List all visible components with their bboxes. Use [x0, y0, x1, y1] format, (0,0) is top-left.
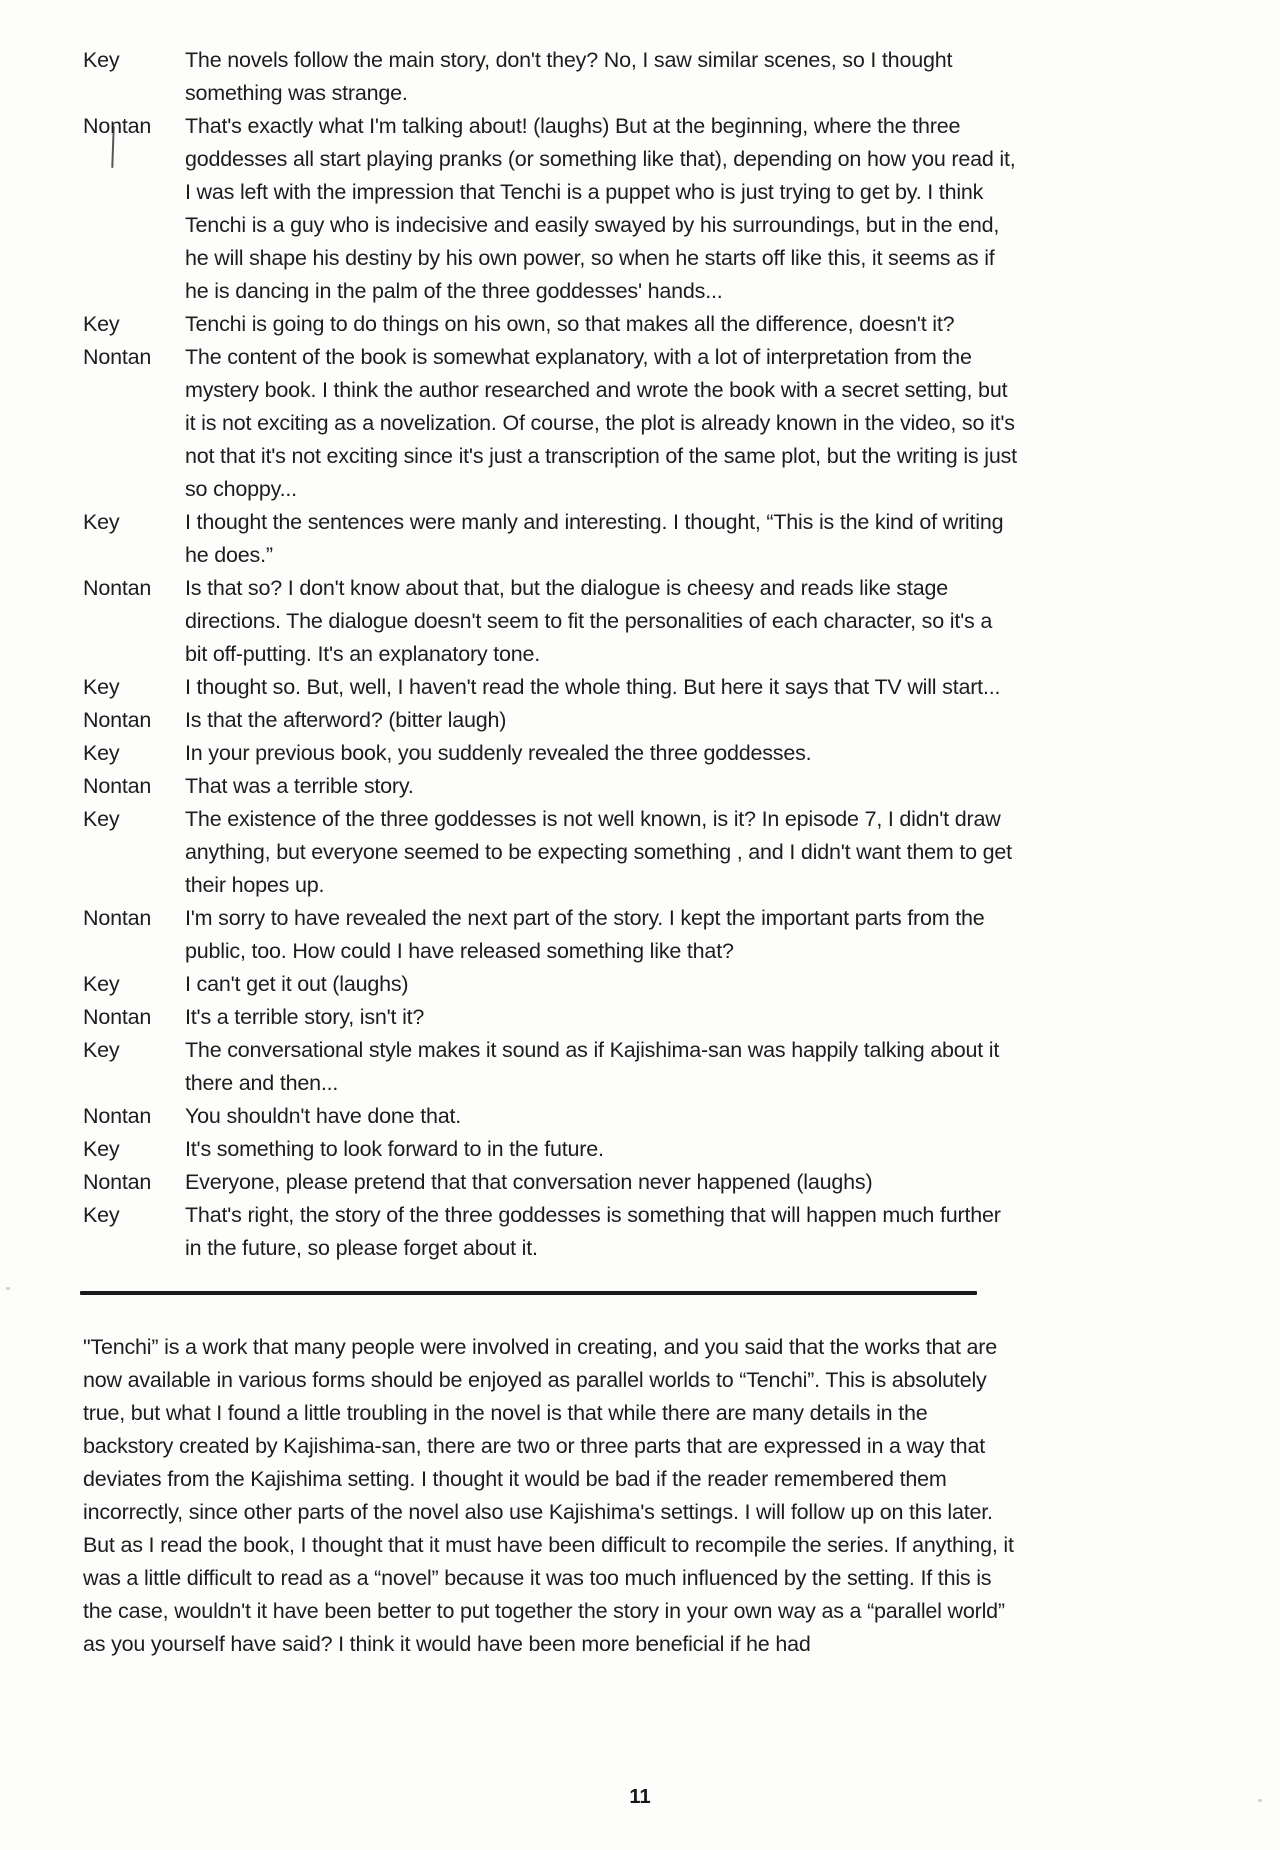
- utterance-text: I thought so. But, well, I haven't read the whole thing. But here it says that TV will start...: [185, 675, 1001, 699]
- dialogue-row: [83, 737, 1017, 770]
- speaker-label: Key: [83, 48, 120, 72]
- speaker-label: Key: [83, 510, 120, 534]
- page-content: [83, 44, 1017, 1661]
- utterance-text: Is that so? I don't know about that, but the dialogue is cheesy and reads like stage directions. The dialogue doesn't seem to fit the personalities of each character, so it's a bit off-putting. It's an explanatory tone.: [185, 576, 993, 666]
- scan-noise-speck: [6, 1287, 10, 1290]
- speaker-label: Nontan: [83, 345, 152, 369]
- dialogue-row: [83, 968, 1017, 1001]
- utterance-text: That's right, the story of the three goddesses is something that will happen much further in the future, so please forget about it.: [185, 1203, 1001, 1260]
- dialogue-row: [83, 44, 1017, 110]
- utterance-text: The existence of the three goddesses is not well known, is it? In episode 7, I didn't draw anything, but everyone seemed to be expecting something , and I didn't want them to get their hopes up.: [185, 807, 1012, 897]
- speaker-label: Key: [83, 1203, 120, 1227]
- dialogue-row: [83, 110, 1017, 308]
- utterance-text: I'm sorry to have revealed the next part of the story. I kept the important parts from the public, too. How could I have released something like that?: [185, 906, 985, 963]
- speaker-label: Key: [83, 807, 120, 831]
- dialogue-row: [83, 308, 1017, 341]
- speaker-label: Nontan: [83, 576, 152, 600]
- dialogue-row: [83, 1001, 1017, 1034]
- utterance-text: In your previous book, you suddenly revealed the three goddesses.: [185, 741, 812, 765]
- utterance-text: The novels follow the main story, don't they? No, I saw similar scenes, so I thought something was strange.: [185, 48, 953, 105]
- speaker-label: Nontan: [83, 1104, 152, 1128]
- speaker-label: Nontan: [83, 774, 152, 798]
- page-number: 11: [629, 1786, 651, 1808]
- speaker-label: Key: [83, 741, 120, 765]
- dialogue-row: [83, 803, 1017, 902]
- dialogue-row: [83, 1199, 1017, 1265]
- utterance-text: It's something to look forward to in the future.: [185, 1137, 604, 1161]
- utterance-text: That was a terrible story.: [185, 774, 414, 798]
- speaker-label: Key: [83, 675, 120, 699]
- dialogue-row: [83, 1166, 1017, 1199]
- speaker-label: Key: [83, 972, 120, 996]
- speaker-label: Key: [83, 1137, 120, 1161]
- utterance-text: I can't get it out (laughs): [185, 972, 409, 996]
- utterance-text: I thought the sentences were manly and interesting. I thought, “This is the kind of writing he does.”: [185, 510, 1004, 567]
- interview-dialogue: [83, 44, 1017, 1265]
- dialogue-row: [83, 671, 1017, 704]
- section-divider: [80, 1291, 977, 1295]
- dialogue-row: [83, 341, 1017, 506]
- dialogue-row: [83, 770, 1017, 803]
- utterance-text: The conversational style makes it sound as if Kajishima-san was happily talking about it there and then...: [185, 1038, 1000, 1095]
- dialogue-row: [83, 572, 1017, 671]
- utterance-text: Tenchi is going to do things on his own, so that makes all the difference, doesn't it?: [185, 312, 955, 336]
- speaker-label: Key: [83, 1038, 120, 1062]
- speaker-label: Nontan: [83, 1170, 152, 1194]
- commentary-paragraph: "Tenchi” is a work that many people were involved in creating, and you said that the works that are now available in various forms should be enjoyed as parallel worlds to “Tenchi”. This is absolutely true, but what I found a little troubling in the novel is that while there are many details in the backstory created by Kajishima-san, there are two or three parts that are expressed in a way that deviates from the Kajishima setting. I thought it would be bad if the reader remembered them incorrectly, since other parts of the novel also use Kajishima's settings. I will follow up on this later. But as I read the book, I thought that it must have been difficult to recompile the series. If anything, it was a little difficult to read as a “novel” because it was too much influenced by the setting. If this is the case, wouldn't it have been better to put together the story in your own way as a “parallel world” as you yourself have said? I think it would have been more beneficial if he had: [83, 1335, 1014, 1656]
- dialogue-row: [83, 704, 1017, 737]
- dialogue-row: [83, 506, 1017, 572]
- utterance-text: It's a terrible story, isn't it?: [185, 1005, 425, 1029]
- speaker-label: Nontan: [83, 114, 152, 138]
- speaker-label: Key: [83, 312, 120, 336]
- utterance-text: Everyone, please pretend that that conversation never happened (laughs): [185, 1170, 873, 1194]
- speaker-label: Nontan: [83, 1005, 152, 1029]
- utterance-text: The content of the book is somewhat explanatory, with a lot of interpretation from the mystery book. I think the author researched and wrote the book with a secret setting, but it is not exciting as a novelization. Of course, the plot is already known in the video, so it's not that it's not exciting since it's just a transcription of the same plot, but the writing is just so choppy...: [185, 345, 1017, 501]
- speaker-label: Nontan: [83, 906, 152, 930]
- utterance-text: Is that the afterword? (bitter laugh): [185, 708, 507, 732]
- utterance-text: That's exactly what I'm talking about! (laughs) But at the beginning, where the three goddesses all start playing pranks (or something like that), depending on how you read it, I was left with the impression that Tenchi is a puppet who is just trying to get by. I think Tenchi is a guy who is indecisive and easily swayed by his surroundings, but in the end, he will shape his destiny by his own power, so when he starts off like this, it seems as if he is dancing in the palm of the three goddesses' hands...: [185, 114, 1016, 303]
- dialogue-row: [83, 1100, 1017, 1133]
- dialogue-row: [83, 1133, 1017, 1166]
- dialogue-row: [83, 902, 1017, 968]
- speaker-label: Nontan: [83, 708, 152, 732]
- dialogue-row: [83, 1034, 1017, 1100]
- utterance-text: You shouldn't have done that.: [185, 1104, 462, 1128]
